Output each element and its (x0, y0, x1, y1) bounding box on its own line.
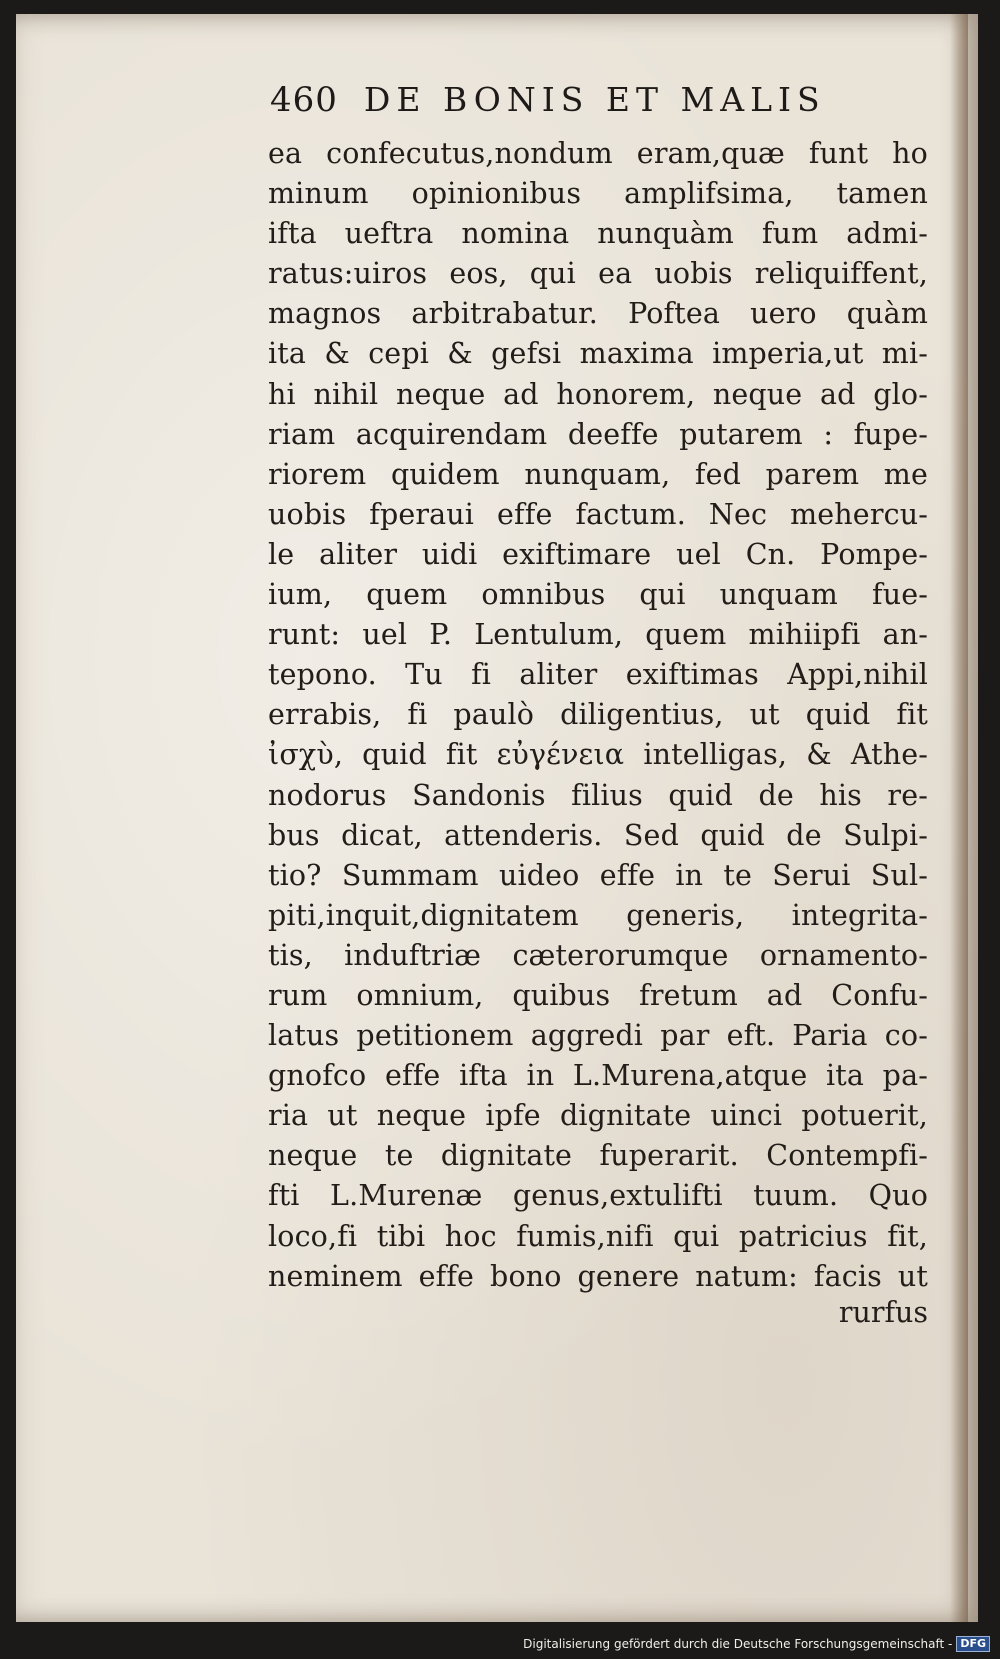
text-line: loco,fi tibi hoc fumis,nifi qui patricius fit, (268, 1219, 928, 1253)
catchword: rurfus (838, 1296, 928, 1329)
text-line: ifta ueftra nomina nunquàm fum admi- (268, 217, 928, 251)
text-line: ratus:uiros eos, qui ea uobis reliquiffent, (268, 257, 928, 291)
text-line: hi nihil neque ad honorem, neque ad glo- (268, 377, 928, 411)
page-gutter-shadow (950, 14, 968, 1622)
text-line: neminem effe bono genere natum: facis ut (268, 1259, 928, 1293)
text-line: tepono. Tu fi aliter exiftimas Appi,nihil (268, 658, 928, 692)
running-head: DE BONIS ET MALIS (363, 80, 826, 119)
text-line: rum omnium, quibus fretum ad Confu- (268, 978, 928, 1012)
text-line: le aliter uidi exiftimare uel Cn. Pompe- (268, 537, 928, 571)
text-line: errabis, fi paulò diligentius, ut quid fit (268, 698, 928, 732)
body-text (268, 134, 928, 1297)
text-line: fti L.Murenæ genus,extulifti tuum. Quo (268, 1179, 928, 1213)
text-line: riorem quidem nunquam, fed parem me (268, 457, 928, 491)
funding-credit: Digitalisierung gefördert durch die Deutsche Forschungsgemeinschaft - (523, 1637, 953, 1651)
text-line: tio? Summam uideo effe in te Serui Sul- (268, 858, 928, 892)
text-line: bus dicat, attenderis. Sed quid de Sulpi- (268, 818, 928, 852)
text-line: uobis fperaui effe factum. Nec mehercu- (268, 497, 928, 531)
text-line: runt: uel P. Lentulum, quem mihiipfi an- (268, 618, 928, 652)
page-header (270, 80, 826, 128)
text-line: minum opinionibus amplifsima, tamen (268, 177, 928, 211)
dfg-logo: DFG (956, 1636, 990, 1652)
digitization-footer (0, 1633, 990, 1655)
text-line: ria ut neque ipfe dignitate uinci potuerit, (268, 1099, 928, 1133)
text-line: neque te dignitate fuperarit. Contempfi- (268, 1139, 928, 1173)
text-line: piti,inquit,dignitatem generis, integrita- (268, 898, 928, 932)
page-number: 460 (270, 80, 338, 120)
text-line: ἰσχὺ, quid fit εὐγένεια intelligas, & Athe- (268, 738, 928, 772)
text-line: ium, quem omnibus qui unquam fue- (268, 578, 928, 612)
text-line: nodorus Sandonis filius quid de his re- (268, 778, 928, 812)
text-line: magnos arbitrabatur. Poftea uero quàm (268, 297, 928, 331)
text-line: gnofco effe ifta in L.Murena,atque ita pa- (268, 1059, 928, 1093)
text-line: ea confecutus,nondum eram,quæ funt ho (268, 137, 928, 170)
text-line: tis, induftriæ cæterorumque ornamento- (268, 938, 928, 972)
text-line: riam acquirendam deeffe putarem : fupe- (268, 417, 928, 451)
text-line: ita & cepi & gefsi maxima imperia,ut mi- (268, 337, 928, 371)
text-line: latus petitionem aggredi par eft. Paria co- (268, 1019, 928, 1053)
